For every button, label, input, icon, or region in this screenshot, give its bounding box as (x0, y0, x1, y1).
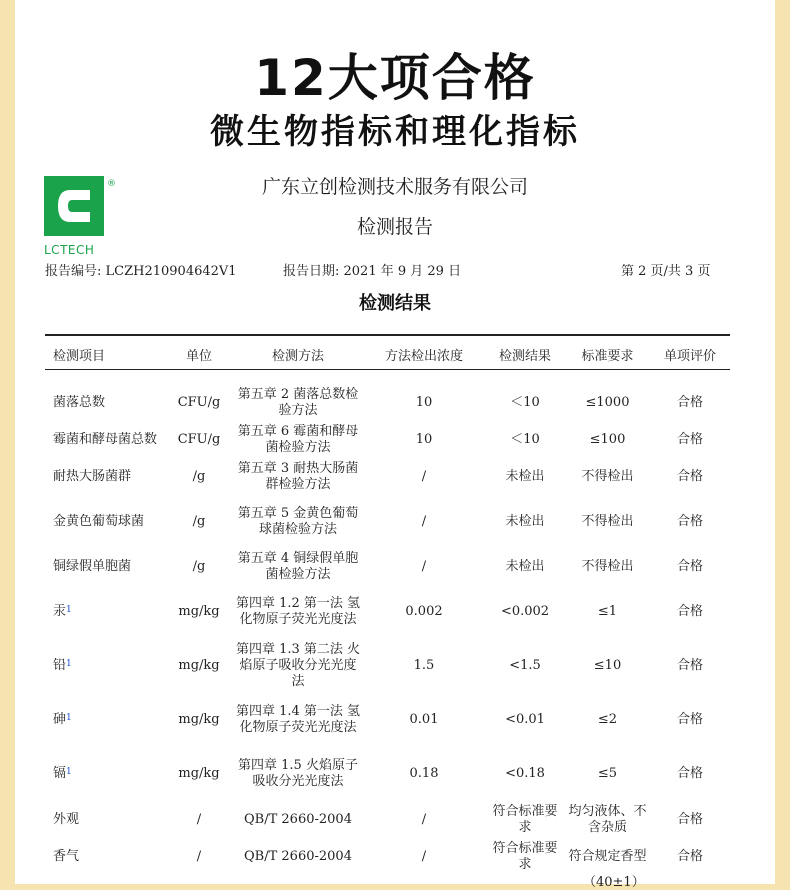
table-row (45, 384, 730, 421)
company-name: 广东立创检测技术服务有限公司 (261, 176, 528, 198)
cell-evaluation: 合格 (676, 658, 703, 673)
cell-evaluation: 合格 (676, 394, 703, 410)
cell-unit: CFU/g (177, 431, 221, 447)
cell-method: 第五章 3 耐热大肠菌群检验方法 (237, 460, 359, 492)
results-table (45, 336, 730, 875)
table-row (45, 421, 730, 458)
report-title: 检测报告 (356, 216, 433, 238)
cell-evaluation: 合格 (676, 811, 703, 827)
cell-standard (565, 838, 650, 875)
cell-standard: ≤1000 (585, 394, 630, 410)
logo-registered-mark: ® (107, 179, 116, 189)
cell-result: 符合标准要求 (492, 803, 558, 835)
cell-method: QB/T 2660-2004 (244, 811, 352, 827)
report-date: 报告日期: 2021 年 9 月 29 日 (283, 264, 462, 279)
cell-standard: ≤5 (597, 766, 618, 781)
table-row (45, 585, 730, 639)
cell-method: 第四章 1.2 第一法 氢化物原子荧光光度法 (235, 596, 361, 627)
table-row (45, 693, 730, 747)
cell-item (45, 384, 165, 421)
cell-method: 第四章 1.5 火焰原子吸收分光光度法 (238, 758, 358, 789)
item-label: 铜绿假单胞菌 (53, 559, 132, 574)
cell-result: 未检出 (505, 559, 545, 574)
page-indicator: 第 2 页/共 3 页 (621, 264, 711, 279)
cell-method: QB/T 2660-2004 (244, 848, 352, 864)
results-title: 检测结果 (359, 293, 431, 314)
cell-standard: 均匀液体、不含杂质 (568, 803, 647, 835)
table-row (45, 458, 730, 495)
cell-result: 未检出 (505, 514, 545, 529)
footnote-marker: 1 (66, 713, 72, 723)
table-row (45, 549, 730, 585)
cell-unit: mg/kg (178, 712, 220, 727)
cell-detect-limit: / (421, 559, 427, 574)
cell-standard: ≤100 (589, 431, 626, 447)
cell-unit: mg/kg (178, 658, 220, 673)
cell-method: 第四章 1.3 第二法 火焰原子吸收分光光度法 (235, 642, 361, 689)
banner-subtitle: 微生物指标和理化指标 (210, 112, 580, 152)
cell-item (45, 458, 165, 495)
cell-result: ＜10 (510, 394, 540, 410)
cell-unit: /g (192, 514, 206, 529)
cell-item (45, 838, 165, 875)
item-label: 铅 (53, 658, 67, 673)
item-label: 外观 (53, 811, 80, 827)
cell-unit: mg/kg (178, 766, 220, 781)
cell-detect-limit: 0.18 (409, 766, 439, 781)
cell-detect-limit: 10 (415, 394, 433, 410)
cell-item (45, 747, 165, 801)
cell-method: 第五章 2 菌落总数检验方法 (237, 386, 359, 418)
cell-standard: ≤10 (593, 658, 622, 673)
col-header-evaluation: 单项评价 (663, 348, 716, 364)
col-header-result: 检测结果 (498, 348, 551, 364)
table-row (45, 639, 730, 693)
col-header-detect-limit: 方法检出浓度 (384, 348, 463, 364)
cell-evaluation: 合格 (676, 766, 703, 781)
footnote-marker: 1 (66, 767, 72, 777)
table-row (45, 838, 730, 875)
item-label: 菌落总数 (53, 394, 106, 410)
cell-result: <0.01 (505, 712, 545, 727)
cell-item (45, 693, 165, 747)
cell-result: <0.18 (505, 766, 545, 781)
cell-method: 第五章 4 铜绿假单胞菌检验方法 (237, 551, 359, 582)
cell-evaluation: 合格 (676, 514, 703, 529)
col-header-method: 检测方法 (271, 348, 324, 364)
cell-unit: mg/kg (178, 604, 220, 619)
cell-item (45, 639, 165, 693)
cell-method: 第四章 1.4 第一法 氢化物原子荧光光度法 (235, 704, 361, 735)
next-row-partial-text: （40±1） (583, 875, 645, 890)
cell-detect-limit: / (421, 514, 427, 529)
cell-detect-limit: 0.002 (405, 604, 443, 619)
cell-detect-limit: 10 (415, 431, 433, 447)
col-header-item: 检测项目 (53, 348, 106, 364)
cell-evaluation: 合格 (676, 712, 703, 727)
cell-unit: /g (192, 468, 206, 484)
cell-result: ＜10 (510, 431, 540, 447)
cell-unit: CFU/g (177, 394, 221, 410)
banner-title: 12大项合格 (254, 49, 536, 107)
standard-text: 符合规定香型 (568, 848, 647, 864)
cell-evaluation: 合格 (676, 559, 703, 574)
cell-result: 符合标准要求 (492, 840, 558, 872)
report-number: 报告编号: LCZH210904642V1 (45, 264, 237, 279)
cell-detect-limit: / (421, 811, 427, 827)
cell-item (45, 495, 165, 549)
table-header-row (45, 336, 730, 372)
cell-detect-limit: / (421, 848, 427, 864)
item-label: 汞 (53, 604, 67, 619)
item-label: 香气 (53, 848, 80, 864)
cell-evaluation: 合格 (676, 604, 703, 619)
cell-detect-limit: / (421, 468, 427, 484)
cell-evaluation: 合格 (676, 468, 703, 484)
cell-item (45, 801, 165, 838)
cell-item (45, 421, 165, 458)
cell-standard: ≤1 (597, 604, 618, 619)
table-row (45, 495, 730, 549)
table-row (45, 747, 730, 801)
cell-detect-limit: 0.01 (409, 712, 439, 727)
item-label: 镉 (53, 766, 67, 781)
table-row (45, 801, 730, 838)
cell-method: 第五章 5 金黄色葡萄球菌检验方法 (237, 506, 359, 537)
cell-unit: / (196, 848, 202, 864)
col-header-standard: 标准要求 (581, 348, 634, 364)
footnote-marker: 1 (66, 605, 72, 615)
item-label: 砷 (53, 712, 67, 727)
cell-standard: 不得检出 (581, 468, 634, 484)
cell-item (45, 549, 165, 585)
item-label: 耐热大肠菌群 (53, 468, 132, 484)
col-header-unit: 单位 (185, 348, 212, 364)
cell-method: 第五章 6 霉菌和酵母菌检验方法 (237, 423, 359, 455)
cell-standard: 不得检出 (581, 559, 634, 574)
item-label: 霉菌和酵母菌总数 (53, 431, 158, 447)
cell-standard: 不得检出 (581, 514, 634, 529)
cell-unit: / (196, 811, 202, 827)
logo-text: LCTECH (44, 243, 95, 257)
cell-result: <1.5 (509, 658, 541, 673)
cell-detect-limit: 1.5 (413, 658, 435, 673)
cell-evaluation: 合格 (676, 848, 703, 864)
footnote-marker: 1 (66, 659, 72, 669)
cell-result: 未检出 (505, 468, 545, 484)
cell-unit: /g (192, 559, 206, 574)
item-label: 金黄色葡萄球菌 (53, 514, 145, 529)
cell-item (45, 585, 165, 639)
cell-standard: ≤2 (597, 712, 618, 727)
cell-evaluation: 合格 (676, 431, 703, 447)
cell-result: <0.002 (500, 604, 550, 619)
